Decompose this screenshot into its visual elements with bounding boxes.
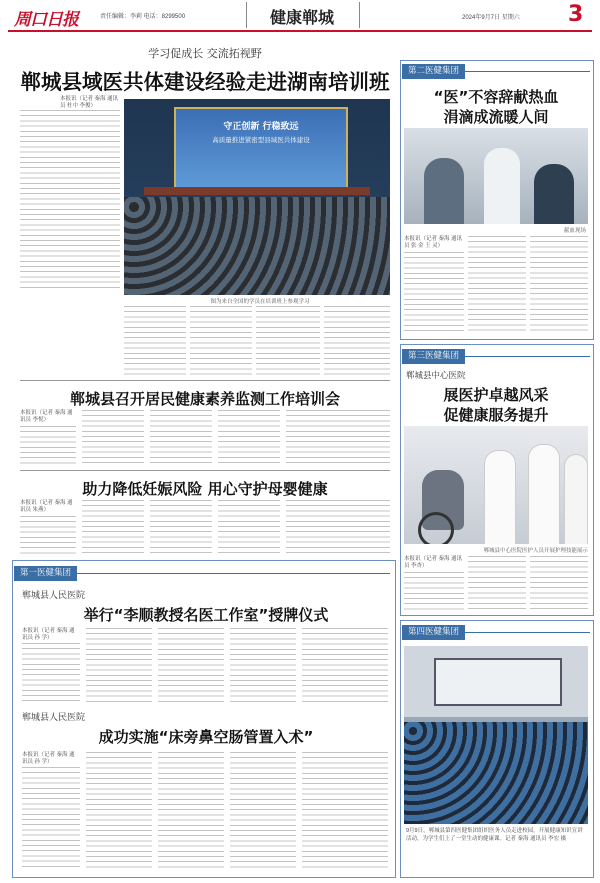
lead-body-col1 xyxy=(20,110,120,292)
staff-figure xyxy=(484,148,520,224)
article3-col1 xyxy=(20,516,76,556)
article2-headline: 郸城县召开居民健康素养监测工作培训会 xyxy=(69,390,340,408)
article3-col2 xyxy=(82,500,144,556)
paper-logo: 周口日报 xyxy=(14,10,78,30)
right-box1-tag xyxy=(402,64,590,79)
right-box1-col2 xyxy=(468,236,526,334)
right-box2-col1 xyxy=(404,572,464,610)
bottom-left-a1-col1 xyxy=(22,643,80,703)
right-box1-tag-label: 第二医健集团 xyxy=(402,64,465,79)
right-box2-headline1: 展医护卓越风采 xyxy=(443,386,549,404)
masthead-rule xyxy=(8,30,592,32)
classroom-board xyxy=(434,658,562,706)
nurse-figure-2 xyxy=(528,444,560,544)
students xyxy=(404,722,588,824)
article3-byline: 本报讯（记者 秦海 通讯员 朱燕） xyxy=(20,500,73,513)
right-box1-col3 xyxy=(530,236,588,334)
bottom-left-tag xyxy=(14,566,390,581)
bottom-left-byline1: 本报讯（记者 秦海 通讯员 孙 学） xyxy=(22,628,75,641)
staff-figure-2 xyxy=(534,164,574,224)
article3-col4 xyxy=(218,500,280,556)
right-box2-hospital: 郸城县中心医院 xyxy=(406,371,466,381)
audience xyxy=(124,197,390,295)
banner-line2: 高质量推进紧密型县域医共体建设 xyxy=(212,136,310,144)
right-box1-byline: 本报讯（记者 秦海 通讯员 张 金 王 灵） xyxy=(404,236,463,249)
bottom-left-a2-col4 xyxy=(230,752,296,871)
article3-col3 xyxy=(150,500,212,556)
right-box2-col2 xyxy=(468,556,526,610)
right-box3-tag-label: 第四医健集团 xyxy=(402,625,465,640)
article2-col1 xyxy=(20,426,76,466)
right-box1-photo xyxy=(404,128,588,224)
bottom-left-hospital2: 郸城县人民医院 xyxy=(22,713,86,723)
right-box2-caption: 郸城县中心医院医护人员开展护理技能展示 xyxy=(483,548,588,554)
right-box2-tag-label: 第三医健集团 xyxy=(402,349,465,364)
bottom-left-hospital1: 郸城县人民医院 xyxy=(22,591,86,601)
bottom-left-a2-col5 xyxy=(302,752,388,871)
right-box3-caption: 9月9日，郸城县第四医健集团组织医务人员走进校园，开展健康知识宣讲活动，为学生们上了一堂生动的健康课。记者 秦海 通讯员 李宏 摄 xyxy=(406,828,583,842)
bottom-left-headline1: 举行“李顺教授名医工作室”授牌仪式 xyxy=(83,606,329,624)
article2-byline: 本报讯（记者 秦海 通讯员 李悦） xyxy=(20,410,73,423)
bottom-left-a1-col4 xyxy=(230,628,296,703)
article3-headline: 助力降低妊娠风险 用心守护母婴健康 xyxy=(82,480,328,498)
lead-headline: 郸城县域医共体建设经验走进湖南培训班 xyxy=(20,70,390,94)
right-box3-photo xyxy=(404,646,588,824)
article2-col3 xyxy=(150,410,212,466)
lead-photo-caption: 图为来自全国的学员在培训班上参观学习 xyxy=(210,299,310,305)
lead-body-col3 xyxy=(190,306,252,376)
bottom-left-a2-col2 xyxy=(86,752,152,871)
bottom-left-a1-col5 xyxy=(302,628,388,703)
bottom-left-headline2: 成功实施“床旁鼻空肠管置入术” xyxy=(98,728,314,746)
article2-col2 xyxy=(82,410,144,466)
bottom-left-byline2: 本报讯（记者 秦海 通讯员 孙 学） xyxy=(22,752,75,765)
banner-line1: 守正创新 行稳致远 xyxy=(223,122,299,132)
nurse-figure-3 xyxy=(564,454,588,544)
article3-col5 xyxy=(286,500,390,556)
right-box1-headline1: “医”不容辞献热血 xyxy=(433,88,559,106)
rule-2 xyxy=(20,470,390,471)
lead-kicker: 学习促成长 交流拓视野 xyxy=(148,47,262,60)
issue-date: 2024年9月7日 星期六 xyxy=(462,15,520,21)
right-box2-col3 xyxy=(530,556,588,610)
wheelchair-wheel xyxy=(418,512,454,544)
bottom-left-a1-col3 xyxy=(158,628,224,703)
stage-podium xyxy=(144,187,370,195)
lead-photo xyxy=(124,99,390,295)
right-box2-byline: 本报讯（记者 秦海 通讯员 李杏） xyxy=(404,556,463,569)
article2-col5 xyxy=(286,410,390,466)
donor-figure xyxy=(424,158,464,224)
lead-body-col4 xyxy=(256,306,320,376)
right-box1-caption: 献血现场 xyxy=(563,228,586,234)
bottom-left-tag-label: 第一医健集团 xyxy=(14,566,77,581)
nurse-figure-1 xyxy=(484,450,516,544)
page-number: 3 xyxy=(568,2,584,27)
lead-byline: 本报讯（记者 秦海 通讯员 杜中 李俊） xyxy=(60,96,119,109)
right-box3-tag xyxy=(402,625,590,640)
article2-col4 xyxy=(218,410,280,466)
lead-body-col2 xyxy=(124,306,186,376)
section-title: 健康郸城 xyxy=(269,8,334,27)
right-box2-headline2: 促健康服务提升 xyxy=(443,406,549,424)
bottom-left-a2-col1 xyxy=(22,767,80,871)
editor-info: 责任编辑：李莉 电话：8299500 xyxy=(100,14,186,20)
lead-body-col5 xyxy=(324,306,390,376)
right-box1-headline2: 涓滴成流暖人间 xyxy=(443,108,549,126)
right-box2-photo xyxy=(404,426,588,544)
right-box2-tag xyxy=(402,349,590,364)
bottom-left-a2-col3 xyxy=(158,752,224,871)
right-box1-col1 xyxy=(404,252,464,334)
bottom-left-a1-col2 xyxy=(86,628,152,703)
rule-1 xyxy=(20,380,390,381)
